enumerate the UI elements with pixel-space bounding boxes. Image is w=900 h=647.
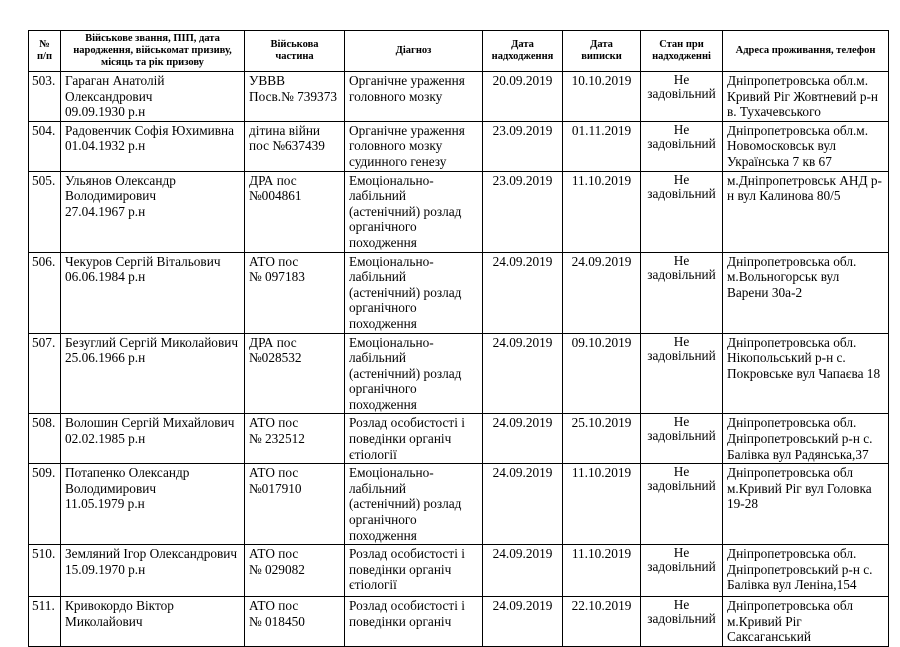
- address: Дніпропетровська обл. м.Вольногорськ вул Варени 30а-2: [727, 253, 857, 300]
- patient-name-cell: [61, 252, 245, 333]
- row-number-cell: [29, 414, 61, 464]
- address-cell: [723, 414, 889, 464]
- military-unit-cell: [245, 597, 345, 647]
- admission-state: Не задовільний: [647, 464, 716, 494]
- header-name: Військове звання, ПІП, дата народження, військомат призиву, місяць та рік призову: [61, 31, 245, 72]
- admission-date-cell: [483, 414, 563, 464]
- patient-name: Чекуров Сергій Вітальович 06.06.1984 р.н: [65, 253, 221, 285]
- address: Дніпропетровська обл м.Кривий Ріг Саксаганський: [727, 598, 853, 645]
- military-unit-cell: [245, 414, 345, 464]
- diagnosis-cell: [345, 597, 483, 647]
- row-number-cell: [29, 464, 61, 545]
- discharge-date: 01.11.2019: [571, 122, 632, 138]
- diagnosis: Емоціонально- лабільний (астенічний) розлад органічного походження: [349, 334, 462, 412]
- patient-name-cell: [61, 72, 245, 122]
- address: Дніпропетровська обл. Дніпропетровський р-н с. Балівка вул Леніна,154: [727, 546, 873, 593]
- patients-table: [28, 30, 889, 647]
- address-cell: [723, 333, 889, 414]
- row-number-cell: [29, 597, 61, 647]
- military-unit: дітина війни пос №637439: [249, 122, 325, 154]
- patient-name-cell: [61, 121, 245, 171]
- discharge-date-cell: [563, 597, 641, 647]
- patient-name: Потапенко Олександр Володимирович 11.05.1979 р.н: [65, 465, 190, 512]
- patient-name: Волошин Сергій Михайлович 02.02.1985 р.н: [65, 415, 235, 447]
- address-cell: [723, 171, 889, 252]
- admission-state-cell: [641, 464, 723, 545]
- diagnosis-cell: [345, 72, 483, 122]
- table-row: [29, 252, 889, 333]
- admission-state-cell: [641, 333, 723, 414]
- admission-date: 24.09.2019: [492, 334, 553, 350]
- admission-state: Не задовільний: [647, 171, 716, 201]
- admission-date: 24.09.2019: [492, 465, 553, 481]
- table-body: [29, 72, 889, 647]
- row-number: 503.: [32, 73, 56, 88]
- address-cell: [723, 252, 889, 333]
- row-number-cell: [29, 252, 61, 333]
- military-unit: УВВВ Посв.№ 739373: [249, 73, 337, 104]
- row-number-cell: [29, 121, 61, 171]
- address: м.Дніпропетровськ АНД р-н вул Калинова 80/5: [727, 172, 882, 204]
- admission-date: 23.09.2019: [492, 172, 553, 188]
- patient-name: Гараган Анатолій Олександрович 09.09.1930 р.н: [65, 73, 165, 120]
- discharge-date-cell: [563, 72, 641, 122]
- patient-name: Земляний Ігор Олександрович 15.09.1970 р.н: [65, 546, 238, 577]
- military-unit: ДРА пос №004861: [249, 172, 302, 204]
- military-unit-cell: [245, 171, 345, 252]
- row-number-cell: [29, 545, 61, 597]
- row-number: 504.: [32, 122, 56, 138]
- document-page: [28, 30, 889, 647]
- admission-date: 24.09.2019: [492, 415, 553, 431]
- admission-state: Не задовільний: [647, 72, 716, 101]
- discharge-date: 11.10.2019: [571, 465, 632, 481]
- admission-date: 24.09.2019: [492, 253, 553, 269]
- admission-state-cell: [641, 121, 723, 171]
- admission-state: Не задовільний: [647, 545, 716, 575]
- diagnosis: Емоціонально- лабільний (астенічний) розлад органічного походження: [349, 172, 462, 250]
- military-unit-cell: [245, 333, 345, 414]
- admission-date: 20.09.2019: [492, 73, 553, 88]
- discharge-date-cell: [563, 252, 641, 333]
- admission-date-cell: [483, 545, 563, 597]
- patient-name: Кривокордо Віктор Миколайович: [65, 598, 174, 629]
- military-unit: АТО пос № 232512: [249, 415, 305, 447]
- row-number: 510.: [32, 546, 56, 562]
- diagnosis: Розлад особистості і поведінки органіч єтіології: [349, 546, 465, 593]
- admission-state: Не задовільний: [647, 597, 716, 627]
- table-row: [29, 72, 889, 122]
- header-discharged: Дата виписки: [563, 31, 641, 72]
- table-row: [29, 121, 889, 171]
- row-number: 507.: [32, 334, 56, 350]
- military-unit: АТО пос № 029082: [249, 546, 305, 577]
- address-cell: [723, 72, 889, 122]
- military-unit: АТО пос №017910: [249, 465, 302, 496]
- patient-name: Ульянов Олександр Володимирович 27.04.1967 р.н: [65, 172, 176, 219]
- address: Дніпропетровська обл м.Кривий Ріг вул Головка 19-28: [727, 465, 872, 512]
- patient-name-cell: [61, 597, 245, 647]
- patient-name-cell: [61, 171, 245, 252]
- header-diagnosis: Діагноз: [345, 31, 483, 72]
- admission-state-cell: [641, 252, 723, 333]
- admission-date-cell: [483, 333, 563, 414]
- discharge-date-cell: [563, 545, 641, 597]
- diagnosis-cell: [345, 171, 483, 252]
- discharge-date: 24.09.2019: [571, 253, 632, 269]
- header-address: Адреса проживання, телефон: [723, 31, 889, 72]
- military-unit-cell: [245, 72, 345, 122]
- admission-date-cell: [483, 597, 563, 647]
- admission-state-cell: [641, 72, 723, 122]
- discharge-date-cell: [563, 171, 641, 252]
- patient-name: Безуглий Сергій Миколайович 25.06.1966 р.н: [65, 334, 239, 366]
- discharge-date: 09.10.2019: [571, 334, 632, 350]
- address: Дніпропетровська обл.м. Кривий Ріг Жовтневий р-н в. Тухачевського: [727, 73, 879, 120]
- admission-date-cell: [483, 171, 563, 252]
- admission-date-cell: [483, 72, 563, 122]
- patient-name-cell: [61, 333, 245, 414]
- discharge-date-cell: [563, 414, 641, 464]
- table-row: [29, 414, 889, 464]
- discharge-date-cell: [563, 464, 641, 545]
- admission-date-cell: [483, 121, 563, 171]
- admission-state-cell: [641, 414, 723, 464]
- military-unit: АТО пос № 097183: [249, 253, 305, 285]
- header-state: Стан при надходженні: [641, 31, 723, 72]
- military-unit: АТО пос № 018450: [249, 598, 305, 629]
- patient-name-cell: [61, 545, 245, 597]
- admission-state: Не задовільний: [647, 414, 716, 444]
- diagnosis-cell: [345, 252, 483, 333]
- military-unit: ДРА пос №028532: [249, 334, 302, 366]
- table-header-row: [29, 31, 889, 72]
- discharge-date: 11.10.2019: [571, 172, 632, 188]
- discharge-date-cell: [563, 333, 641, 414]
- military-unit-cell: [245, 252, 345, 333]
- diagnosis-cell: [345, 545, 483, 597]
- diagnosis: Органічне ураження головного мозку судинного генезу: [349, 122, 465, 169]
- admission-state-cell: [641, 597, 723, 647]
- discharge-date: 10.10.2019: [571, 73, 632, 88]
- header-number: № п/п: [29, 31, 61, 72]
- address-cell: [723, 121, 889, 171]
- table-row: [29, 464, 889, 545]
- address: Дніпропетровська обл. Дніпропетровський р-н с. Балівка вул Радянська,37: [727, 415, 873, 462]
- row-number: 505.: [32, 172, 56, 188]
- patient-name: Радовенчик Софія Юхимивна 01.04.1932 р.н: [65, 122, 235, 154]
- header-unit: Військова частина: [245, 31, 345, 72]
- row-number-cell: [29, 333, 61, 414]
- patient-name-cell: [61, 414, 245, 464]
- table-row: [29, 171, 889, 252]
- diagnosis-cell: [345, 464, 483, 545]
- discharge-date: 25.10.2019: [571, 415, 632, 431]
- admission-date: 24.09.2019: [492, 598, 553, 614]
- diagnosis: Розлад особистості і поведінки органіч: [349, 598, 465, 629]
- table-row: [29, 597, 889, 647]
- table-row: [29, 545, 889, 597]
- diagnosis: Емоціонально- лабільний (астенічний) розлад органічного походження: [349, 465, 462, 543]
- address-cell: [723, 545, 889, 597]
- military-unit-cell: [245, 464, 345, 545]
- discharge-date: 11.10.2019: [571, 546, 632, 562]
- military-unit-cell: [245, 545, 345, 597]
- address: Дніпропетровська обл. Нікопольський р-н с. Покровське вул Чапаєва 18: [727, 334, 881, 381]
- diagnosis-cell: [345, 333, 483, 414]
- admission-date: 24.09.2019: [492, 546, 553, 562]
- patient-name-cell: [61, 464, 245, 545]
- row-number-cell: [29, 72, 61, 122]
- diagnosis-cell: [345, 414, 483, 464]
- diagnosis: Органічне ураження головного мозку: [349, 73, 465, 104]
- admission-date: 23.09.2019: [492, 122, 553, 138]
- admission-state: Не задовільний: [647, 252, 716, 282]
- row-number: 506.: [32, 253, 56, 269]
- discharge-date-cell: [563, 121, 641, 171]
- diagnosis-cell: [345, 121, 483, 171]
- admission-state-cell: [641, 545, 723, 597]
- row-number: 508.: [32, 415, 56, 431]
- table-row: [29, 333, 889, 414]
- admission-date-cell: [483, 252, 563, 333]
- address: Дніпропетровська обл.м. Новомосковськ вул Українська 7 кв 67: [727, 122, 869, 169]
- admission-state: Не задовільний: [647, 333, 716, 363]
- row-number: 509.: [32, 465, 56, 481]
- diagnosis: Емоціонально- лабільний (астенічний) розлад органічного походження: [349, 253, 462, 331]
- admission-state-cell: [641, 171, 723, 252]
- discharge-date: 22.10.2019: [571, 598, 632, 614]
- address-cell: [723, 597, 889, 647]
- address-cell: [723, 464, 889, 545]
- header-admitted: Дата надходження: [483, 31, 563, 72]
- military-unit-cell: [245, 121, 345, 171]
- row-number-cell: [29, 171, 61, 252]
- diagnosis: Розлад особистості і поведінки органіч єтіології: [349, 415, 465, 462]
- admission-date-cell: [483, 464, 563, 545]
- admission-state: Не задовільний: [647, 121, 716, 151]
- row-number: 511.: [32, 598, 55, 614]
